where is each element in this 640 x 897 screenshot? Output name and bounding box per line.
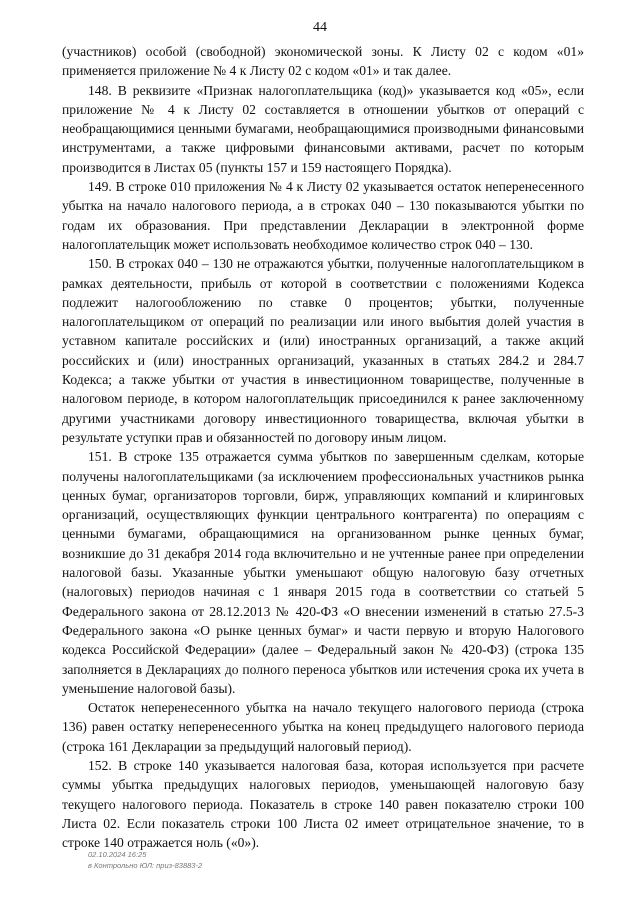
paragraph-149: 149. В строке 010 приложения № 4 к Листу 02 указывается остаток неперенесенного убытка на начало налогового периода, а в строках 040 – 130 показываются убытки по годам их образования. При представлении Декларации в электронной форме налогоплательщик может использовать необходимое количество строк 040 – 130. (62, 179, 584, 252)
footer-stamp (88, 849, 202, 871)
page-number: 44 (313, 20, 327, 35)
document-body (62, 42, 584, 852)
footer-reference: в Контрольно ЮЛ: приз-83883-2 (88, 861, 203, 870)
paragraph-1: (участников) особой (свободной) экономической зоны. К Листу 02 с кодом «01» применяется приложение № 4 к Листу 02 с кодом «01» и так далее. (62, 44, 584, 79)
paragraph-152: 152. В строке 140 указывается налоговая база, которая используется при расчете суммы убытка предыдущих налоговых периодов, уменьшающей налоговую базу текущего налогового периода. Показатель в строке 140 равен показателю строки 100 Листа 02. Если показатель строки 100 Листа 02 имеет отрицательное значение, то в строке 140 отражается ноль («0»). (62, 757, 584, 851)
paragraph-151: 151. В строке 135 отражается сумма убытков по завершенным сделкам, которые получены налогоплательщиками (за исключением профессиональных участников рынка ценных бумаг, организаторов торговли, бирж, управляющих компаний и клиринговых организаций, осуществляющих функции центрального контрагента) по операциям с ценными бумагами, обращающимися на организованном рынке ценных бумаг, возникшие до 31 декабря 2014 года включительно и не учтенные ранее при определении налоговой базы. Указанные убытки уменьшают общую налоговую базу отчетных (налоговых) периодов начиная с 1 января 2015 года в соответствии со статьей 5 Федерального закона от 28.12.2013 № 420-ФЗ «О внесении изменений в статью 27.5-3 Федерального закона «О рынке ценных бумаг» и части первую и вторую Налогового кодекса Российской Федерации» (далее – Федеральный закон № 420-ФЗ) (строка 135 заполняется в Декларациях до полного переноса убытков или истечения срока их учета в уменьшение налоговой базы). (62, 449, 584, 696)
paragraph-remainder: Остаток неперенесенного убытка на начало текущего налогового периода (строка 136) равен остатку неперенесенного убытка на конец предыдущего налогового периода (строка 161 Декларации за предыдущий налоговый период). (62, 700, 584, 754)
footer-timestamp: 02.10.2024 16:25 (88, 850, 147, 859)
paragraph-150: 150. В строках 040 – 130 не отражаются убытки, полученные налогоплательщиком в рамках деятельности, прибыль от которой в соответствии с положениями Кодекса подлежит налогообложению по ставке 0 процентов; убытки, полученные налогоплательщиком от операций по реализации или иного выбытия долей участия в уставном капитале российских и (или) иностранных организаций, а также акций российских и (или) иностранных организаций, указанных в статьях 284.2 и 284.7 Кодекса; а также убытки от участия в инвестиционном товариществе, полученные в налоговом периоде, в котором налогоплательщик присоединился к ранее заключенному другими участниками договору инвестиционного товарищества, включая убытки в результате уступки прав и обязанностей по договору иным лицом. (62, 256, 584, 445)
paragraph-148: 148. В реквизите «Признак налогоплательщика (код)» указывается код «05», если приложение № 4 к Листу 02 составляется в отношении убытков от операций с необращающимися ценными бумагами, необращающимися производными финансовыми инструментами, а также цифровыми финансовыми активами, расчет по которым производится в Листах 05 (пункты 157 и 159 настоящего Порядка). (62, 82, 584, 175)
